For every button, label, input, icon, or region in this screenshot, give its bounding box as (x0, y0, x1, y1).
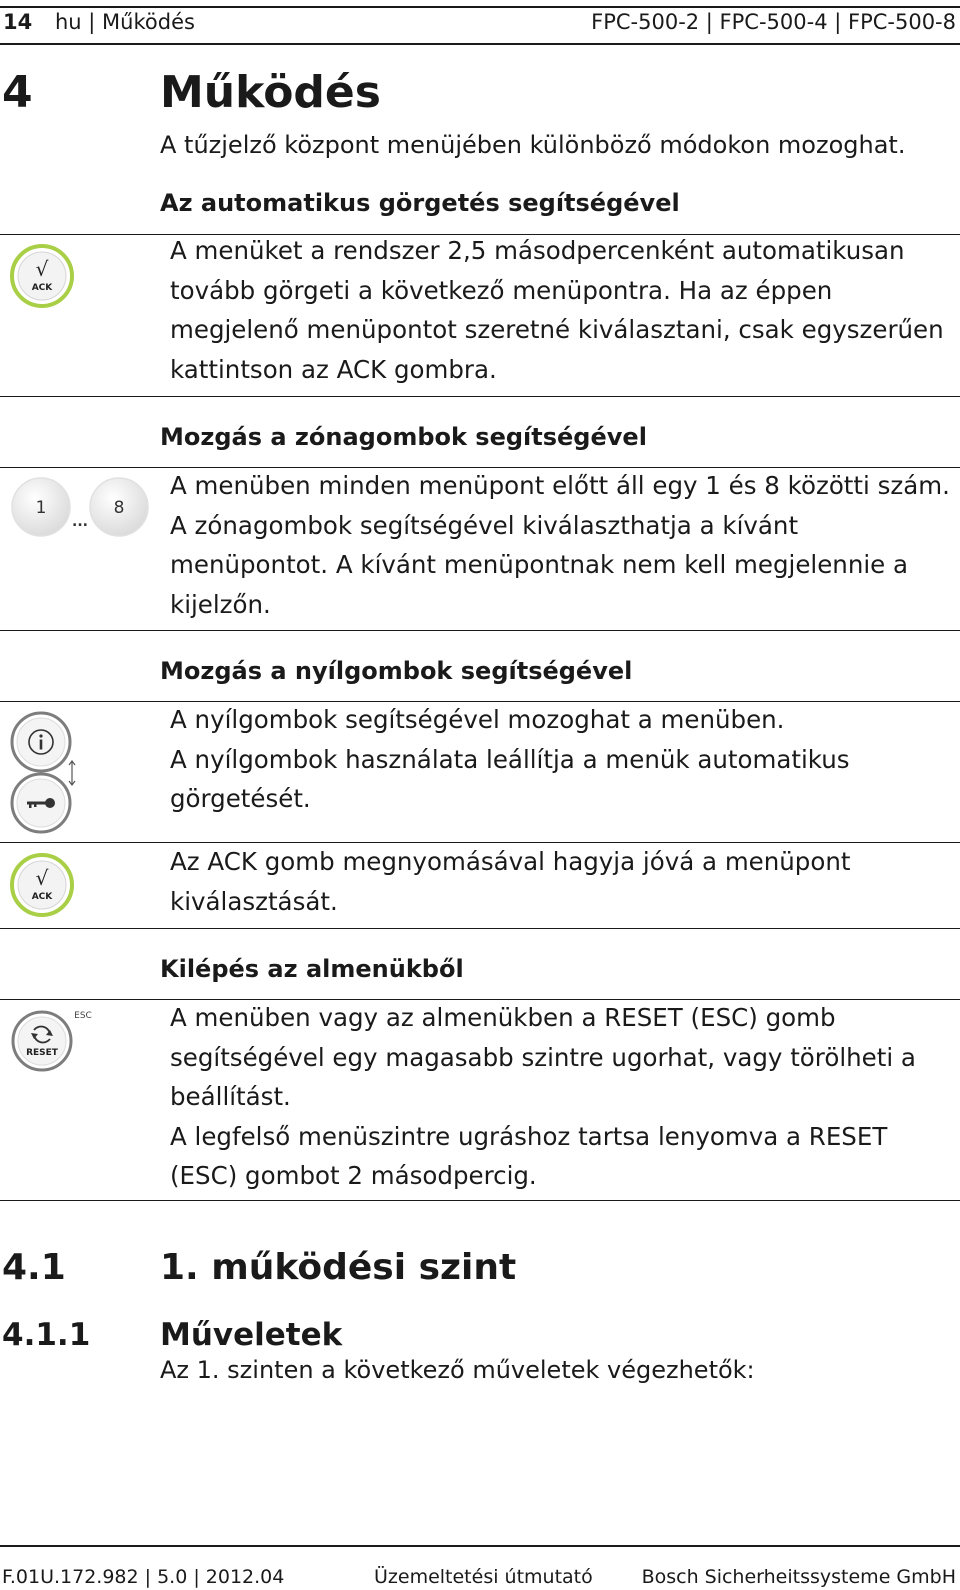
page-number: 14 (3, 10, 33, 34)
header-models: FPC-500-2 | FPC-500-4 | FPC-500-8 (591, 10, 956, 34)
footer-rule (0, 1545, 960, 1547)
zone-buttons-text: A menüben minden menüpont előtt áll egy 1 és 8 közötti szám. A zónagombok segítségével kiválaszthatja a kívánt menüpontot. A kívánt menüpontnak nem kell megjelennie a kijelzőn. (170, 471, 950, 619)
header-chapter: hu | Működés (55, 10, 195, 34)
header-bottom-rule (0, 43, 960, 45)
svg-text:√: √ (35, 866, 49, 890)
auto-scroll-text: A menüket a rendszer 2,5 másodpercenként automatikusan tovább görgeti a következő menüpontra. Ha az éppen megjelenő menüpontot szeretné kiválasztani, csak egyszerűen kattintson az ACK gombra. (170, 236, 944, 384)
footer-company: Bosch Sicherheitssysteme GmbH (641, 1566, 956, 1588)
arrow-buttons-icon (9, 710, 89, 836)
zone-first-label: 1 (35, 498, 47, 518)
section-4-1-number: 4.1 (2, 1247, 66, 1288)
chapter-intro: A tűzjelző központ menüjében különböző módokon mozoghat. (160, 131, 906, 159)
zone-last-label: 8 (113, 498, 125, 518)
divider (0, 396, 960, 397)
divider (0, 630, 960, 631)
ack-icon-label: ACK (31, 892, 53, 902)
divider (0, 928, 960, 929)
section-4-1-1-title: Műveletek (160, 1317, 343, 1353)
section-4-1-1-intro: Az 1. szinten a következő műveletek végezhetők: (160, 1356, 755, 1384)
chapter-number: 4 (2, 67, 33, 118)
footer-doc-type: Üzemeltetési útmutató (374, 1566, 593, 1588)
up-down-arrow-icon (69, 761, 75, 785)
exit-submenus-text: A menüben vagy az almenükben a RESET (ESC) gomb segítségével egy magasabb szintre ugorhat, vagy törölheti a beállítást. A legfelső menüszintre ugráshoz tartsa lenyomva a RESET (ESC) gombot 2 másodpercig. (170, 1003, 916, 1190)
zone-buttons-heading: Mozgás a zónagombok segítségével (160, 423, 647, 451)
arrow-buttons-text: A nyílgombok segítségével mozoghat a menüben. A nyílgombok használata leállítja a menük automatikus görgetését. (170, 705, 850, 813)
arrow-buttons-heading: Mozgás a nyílgombok segítségével (160, 657, 633, 685)
section-4-1-title: 1. működési szint (160, 1247, 517, 1288)
esc-icon-tag: ESC (74, 1011, 92, 1021)
reset-button-icon (9, 1008, 104, 1074)
header-top-rule (0, 6, 960, 8)
chapter-title: Működés (160, 67, 381, 118)
zone-ellipsis: ... (72, 514, 88, 530)
ack-button-icon (9, 852, 75, 918)
reset-icon-label: RESET (26, 1048, 58, 1058)
footer-doc-id: F.01U.172.982 | 5.0 | 2012.04 (2, 1566, 285, 1588)
section-4-1-1-number: 4.1.1 (2, 1317, 91, 1353)
auto-scroll-heading: Az automatikus görgetés segítségével (160, 189, 680, 217)
divider (0, 1200, 960, 1201)
svg-text:√: √ (35, 257, 49, 281)
exit-submenus-heading: Kilépés az almenükből (160, 955, 464, 983)
ack-button-icon (9, 243, 75, 309)
zone-buttons-icon (9, 476, 155, 540)
ack-confirm-text: Az ACK gomb megnyomásával hagyja jóvá a menüpont kiválasztását. (170, 847, 851, 916)
ack-icon-label: ACK (31, 283, 53, 293)
